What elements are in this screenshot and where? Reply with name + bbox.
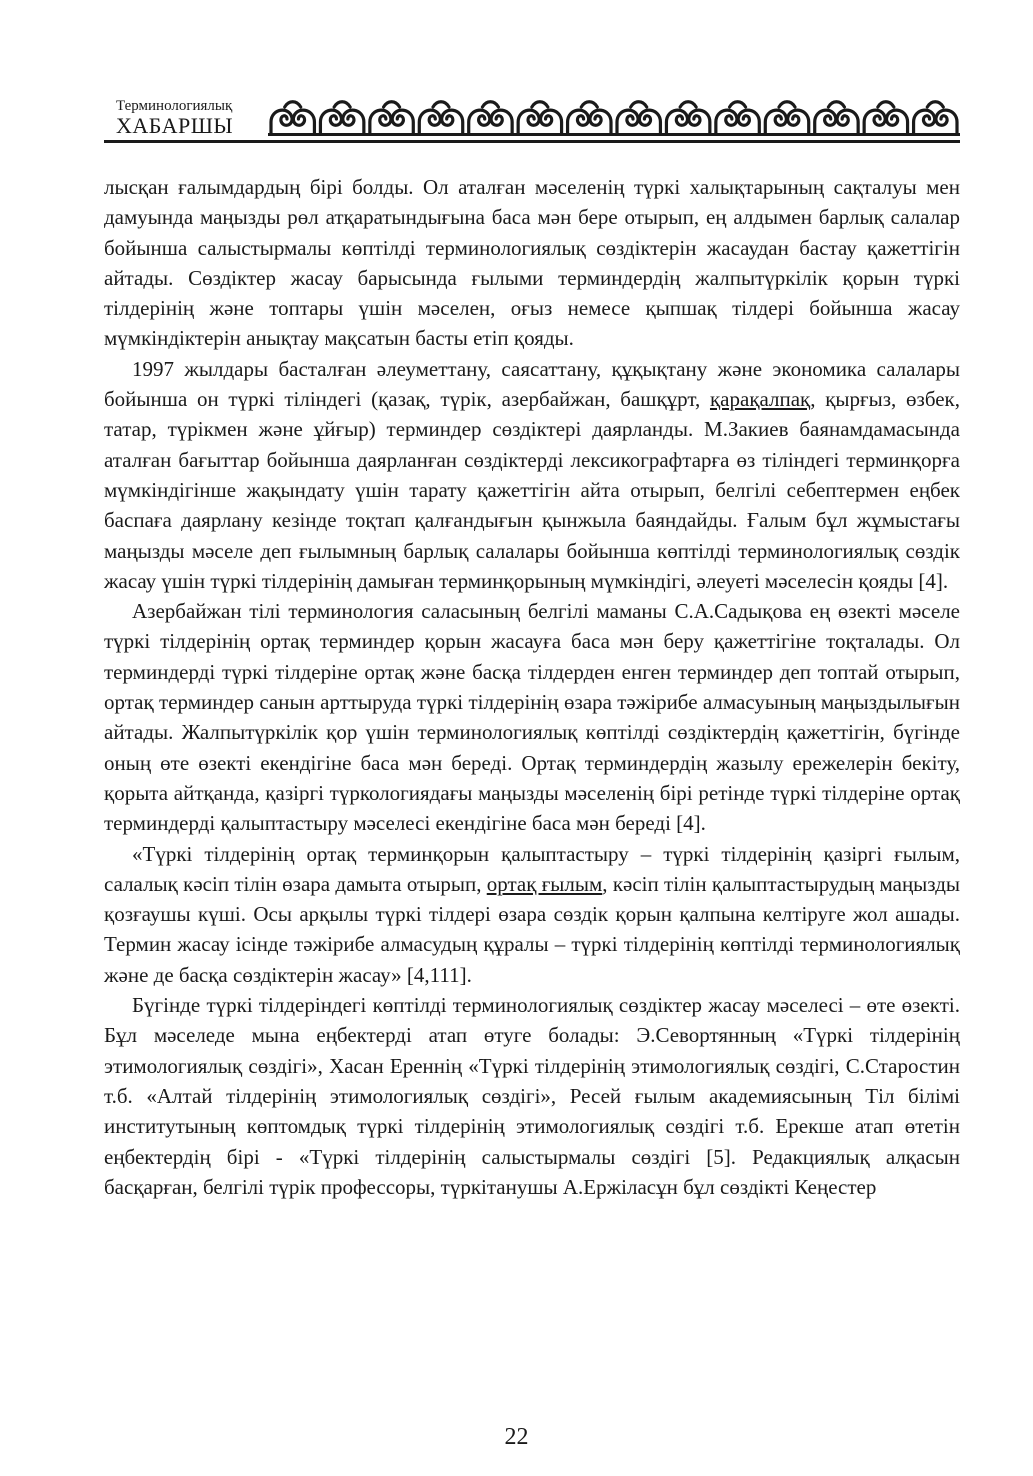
paragraph-3 bbox=[104, 596, 960, 838]
header-big-title: ХАБАРШЫ bbox=[116, 113, 234, 138]
paragraph-2 bbox=[104, 354, 960, 596]
ornament-band-icon bbox=[268, 98, 960, 138]
paragraph-text: лысқан ғалымдардың бірі болды. Ол аталған мәселенің түркі халықтарының сақталуы мен дамуында маңызды рөл атқаратындығына баса мән бере отырып, ең алдымен барлық салалар бойынша салыстырмалы көптілді терминологиялық сөздіктерін жасаудан бастау қажеттігін айтады. Сөздіктер жасау барысында ғылыми терминдердің жалпытүркілік қорын түркі тілдерінің және топтары үшін мәселен, оғыз немесе қыпшақ тілдері бойынша жасау мүмкіндіктерін анықтау мақсатын басты етіп қояды. bbox=[104, 175, 960, 351]
header-rule bbox=[104, 140, 960, 143]
paragraph-4 bbox=[104, 839, 960, 990]
paragraph-5 bbox=[104, 990, 960, 1202]
paragraph-text: , қырғыз, өзбек, татар, түрікмен және ұйғыр) терминдер сөздіктері даярланды. М.Закиев баянамдамасында аталған бағыттар бойынша даярланған сөздіктерді лексикографтарға өз тіліндегі терминқорға мүмкіндігінше жақындату үшін тарату қажеттігін айта отырып, белгілі себептермен еңбек баспаға даярлану кезінде тоқтап қалғандығын қынжыла баяндайды. Ғалым бұл жұмыстағы маңызды мәселе деп ғылымның барлық салалары бойынша көптілді терминологиялық сөздік жасау үшін түркі тілдерінің дамыған терминқорының мүмкіндігі, әлеуеті мәселесін қояды [4]. bbox=[104, 387, 961, 593]
running-header bbox=[104, 96, 960, 146]
paragraph-text: Бүгінде түркі тілдеріндегі көптілді терминологиялық сөздіктер жасау мәселесі – өте өзекті. Бұл мәселеде мына еңбектерді атап өтуге болады: Э.Севортянның «Түркі тілдерінің этимологиялық сөздігі», Хасан Ереннің «Түркі тілдерінің этимологиялық сөздігі, С.Старостин т.б. «Алтай тілдерінің этимологиялық сөздігі», Ресей ғылым академиясының Тіл білімі институтының көптомдық түркі тілдерінің этимологиялық сөздігі т.б. Ерекше атап өтетін еңбектердің бірі - «Түркі тілдерінің салыстырмалы сөздігі [5]. Редакциялық алқасын басқарған, белгілі түрік профессоры, түркітанушы А.Ержіласұн бұл сөздікті Кеңестер bbox=[104, 993, 960, 1199]
paragraph-text: 1997 жылдары басталған әлеуметтану, саясаттану, құқықтану және экономика салалары бойынша он түркі тіліндегі (қазақ, түрік, азербайжан, башқұрт, bbox=[104, 356, 960, 412]
paragraph-text: , кәсіп тілін қалыптастырудың маңызды қозғаушы күші. Осы арқылы түркі тілдері өзара сөздік қорын қалпына келтіруге жол ашады. Термин жасау ісінде тәжірибе алмасудың құралы – түркі тілдерінің көптілді терминологиялық және де басқа сөздіктерін жасау» [4,111]. bbox=[104, 871, 961, 987]
paragraph-text: Азербайжан тілі терминология саласының белгілі маманы С.А.Садықова ең өзекті мәселе түркі тілдерінің ортақ терминдер қорын жасауға баса мән беру қажеттігіне тоқталады. Ол терминдерді түркі тілдеріне ортақ және басқа тілдерден енген терминдер деп топтай отырып, ортақ терминдер санын арттыруда түркі тілдерінің өзара тәжірибе алмасуының маңыздылығын айтады. Жалпытүркілік қор үшін терминологиялық көптілді сөздіктердің қажеттігін, бүгінде оның өте өзекті екендігіне баса мән береді. Ортақ терминдердің жазылу ережелерін бекіту, қорыта айтқанда, қазіргі түркологиядағы маңызды мәселенің бірі ретінде түркі тілдеріне ортақ терминдерді қалыптастыру мәселесі екендігіне баса мән береді [4]. bbox=[104, 599, 960, 836]
paragraph-text: «Түркі тілдерінің ортақ терминқорын қалыптастыру – түркі тілдерінің қазіргі ғылым, салалық кәсіп тілін өзара дамыта отырып, bbox=[104, 841, 960, 896]
header-small-title: Терминологиялық bbox=[116, 98, 233, 114]
page-body bbox=[104, 172, 960, 1202]
page-number: 22 bbox=[504, 1424, 529, 1450]
underlined-phrase: ортақ ғылым bbox=[486, 871, 603, 896]
underlined-word: қарақалпақ bbox=[709, 387, 811, 412]
paragraph-1 bbox=[104, 172, 960, 354]
